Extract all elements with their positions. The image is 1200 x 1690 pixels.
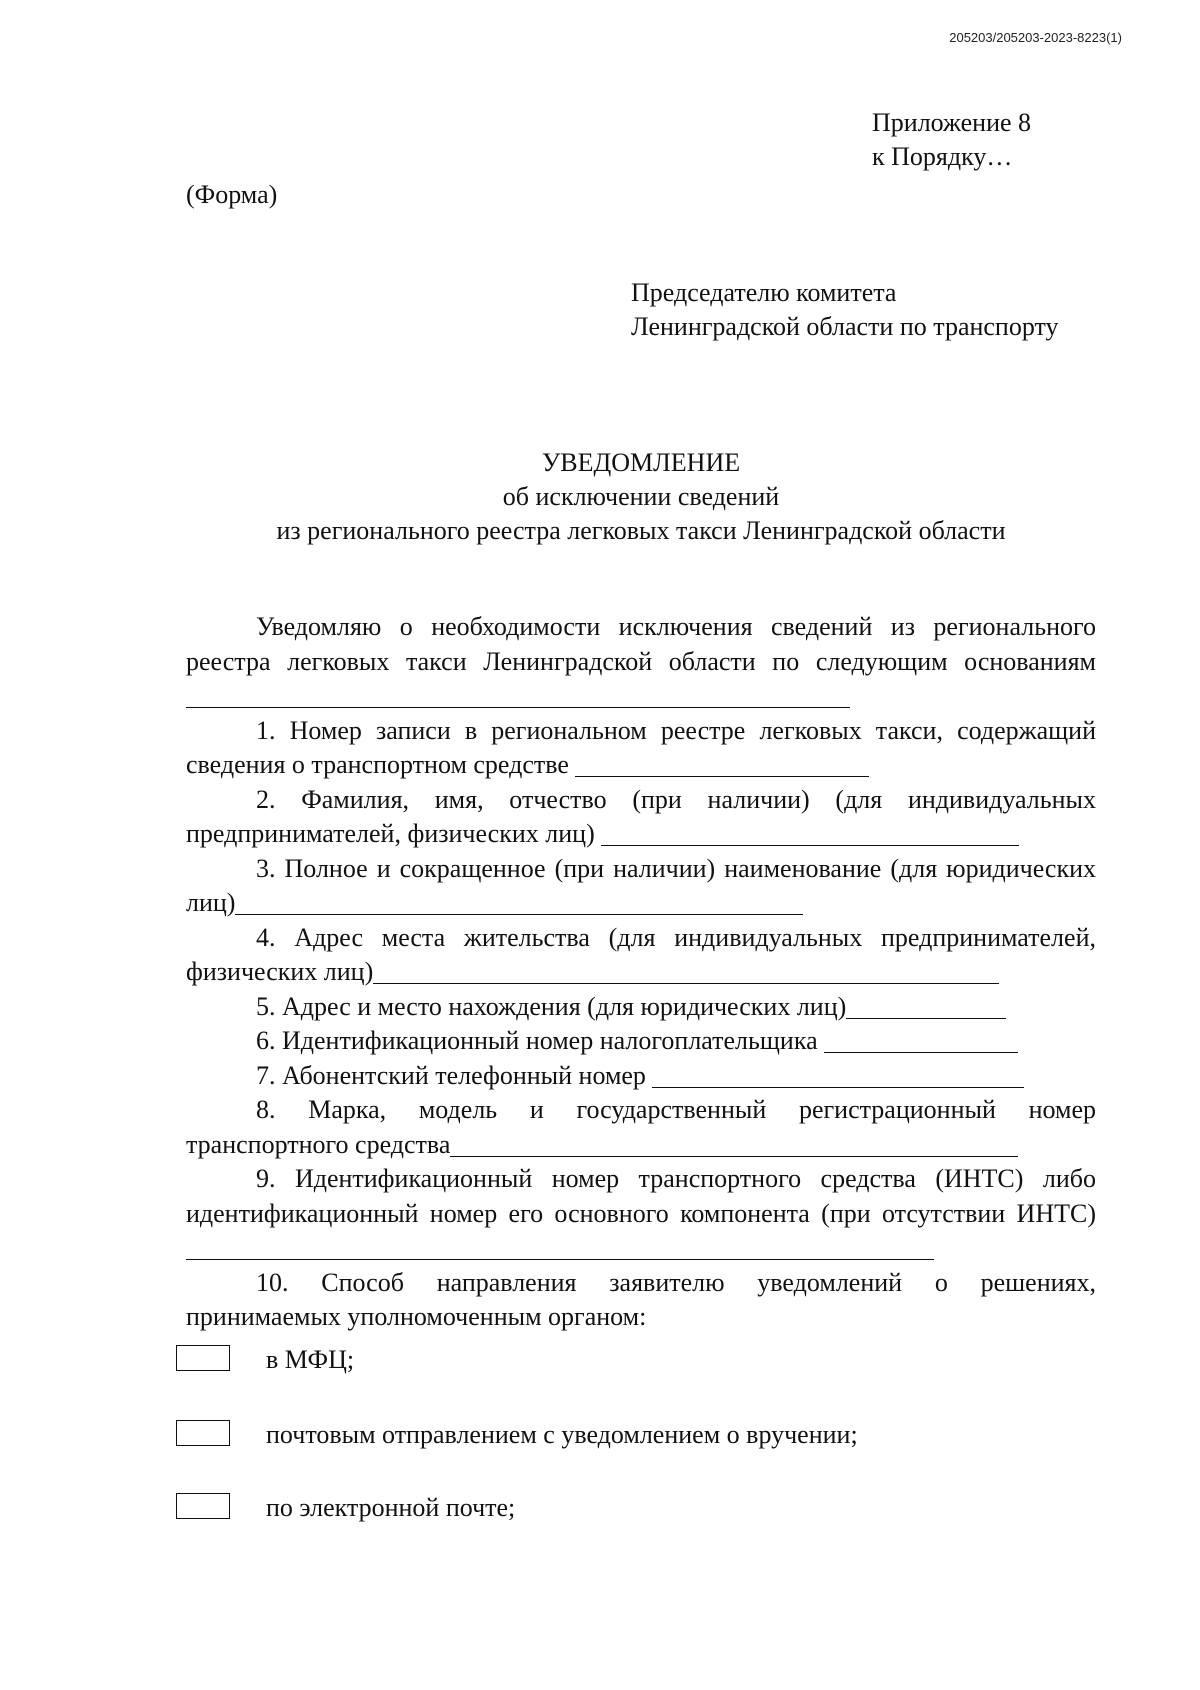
intro-text: Уведомляю о необходимости исключения сведений из регионального реестра легковых такси Ленинградской области по следующим основаниям (186, 612, 1096, 676)
item-5 (186, 990, 1096, 1025)
full-name-field[interactable] (601, 819, 1019, 846)
annex-line-2: к Порядку… (872, 142, 1013, 171)
item-9 (186, 1162, 1096, 1266)
intro-paragraph (186, 610, 1096, 714)
addressee-line-2: Ленинградской области по транспорту (631, 312, 1059, 341)
title-sub-2: из регионального реестра легковых такси Ленинградской области (276, 516, 1006, 545)
form-label: (Форма) (186, 180, 278, 209)
item-3-text: 3. Полное и сокращенное (при наличии) наименование (для юридических лиц) (186, 853, 1096, 917)
item-8 (186, 1093, 1096, 1162)
document-id: 205203/205203-2023-8223(1) (949, 30, 1122, 45)
item-2 (186, 783, 1096, 852)
item-1-text: 1. Номер записи в региональном реестре легковых такси, содержащий сведения о транспортном средстве (186, 715, 1096, 779)
item-6-text: 6. Идентификационный номер налогоплательщика (256, 1026, 818, 1055)
post-checkbox[interactable] (176, 1420, 230, 1446)
item-4-text: 4. Адрес места жительства (для индивидуальных предпринимателей, физических лиц) (186, 922, 1096, 986)
mfc-checkbox[interactable] (176, 1345, 230, 1371)
item-2-text: 2. Фамилия, имя, отчество (при наличии) (для индивидуальных предпринимателей, физических лиц) (186, 784, 1096, 848)
vehicle-field[interactable] (450, 1130, 1018, 1157)
addressee-line-1: Председателю комитета (631, 278, 897, 307)
item-5-text: 5. Адрес и место нахождения (для юридических лиц) (256, 991, 847, 1021)
legal-name-field[interactable] (235, 888, 803, 915)
item-7 (186, 1059, 1096, 1094)
item-6 (186, 1024, 1096, 1059)
item-9-text: 9. Идентификационный номер транспортного средства (ИНТС) либо идентификационный номер его основного компонента (при отсутствии ИНТС) (186, 1164, 1096, 1228)
annex-line-1: Приложение 8 (872, 108, 1032, 137)
grounds-field[interactable] (186, 681, 850, 708)
document-title (186, 446, 1096, 548)
option-email[interactable] (176, 1491, 676, 1525)
item-1 (186, 714, 1096, 783)
item-10-text: 10. Способ направления заявителю уведомлений о решениях, принимаемых уполномоченным органом: (186, 1267, 1096, 1331)
annex-note (872, 106, 1031, 174)
item-4 (186, 921, 1096, 990)
residence-address-field[interactable] (373, 957, 999, 984)
option-mfc[interactable] (176, 1343, 576, 1377)
item-10 (186, 1266, 1096, 1335)
vin-field[interactable] (186, 1233, 934, 1260)
form-body (186, 610, 1096, 1335)
title-main: УВЕДОМЛЕНИЕ (541, 448, 741, 477)
item-8-text: 8. Марка, модель и государственный регистрационный номер транспортного средства (186, 1095, 1096, 1159)
email-label: по электронной почте; (266, 1493, 516, 1522)
addressee (631, 276, 1059, 344)
legal-address-field[interactable] (846, 992, 1006, 1019)
inn-field[interactable] (824, 1026, 1018, 1053)
email-checkbox[interactable] (176, 1493, 230, 1519)
mfc-label: в МФЦ; (266, 1345, 355, 1374)
option-post[interactable] (176, 1418, 976, 1452)
phone-field[interactable] (652, 1061, 1024, 1088)
post-label: почтовым отправлением с уведомлением о вручении; (266, 1420, 858, 1449)
item-3 (186, 852, 1096, 921)
record-number-field[interactable] (575, 750, 869, 777)
item-7-text: 7. Абонентский телефонный номер (256, 1060, 646, 1090)
title-sub-1: об исключении сведений (502, 482, 780, 511)
